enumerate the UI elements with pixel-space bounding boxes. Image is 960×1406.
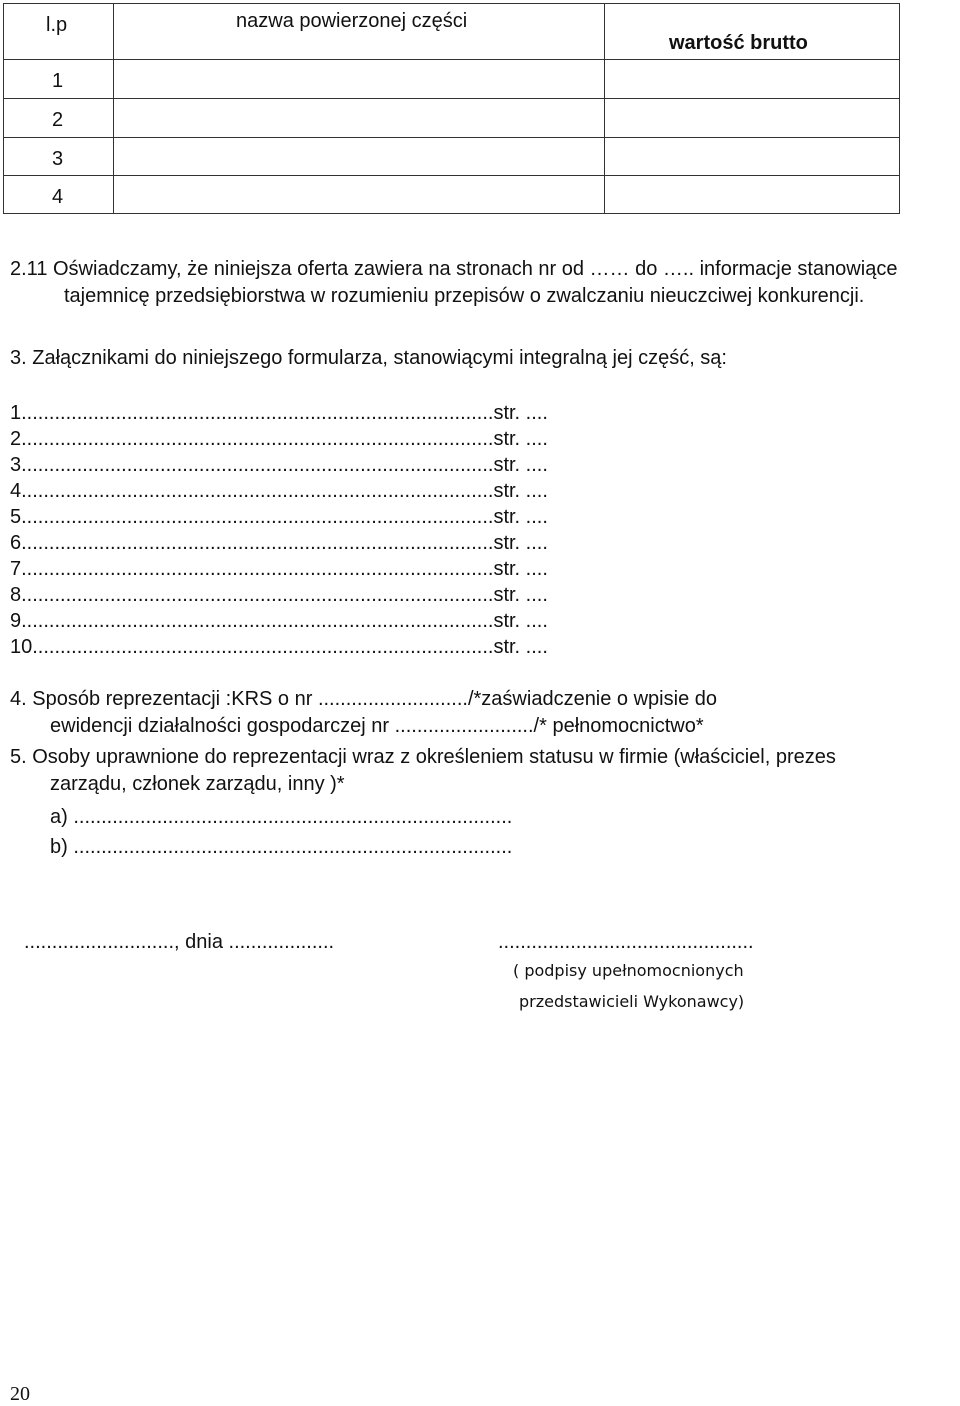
confidentiality-statement-line1: 2.11 Oświadczamy, że niniejsza oferta zawiera na stronach nr od …… do ….. informacje stanowiące [10, 258, 898, 280]
authorized-persons-line2: zarządu, członek zarządu, inny )* [50, 773, 345, 795]
representation-method-line2: ewidencji działalności gospodarczej nr ........................./* pełnomocnictwo* [50, 715, 704, 737]
table-row-divider [4, 137, 899, 138]
signature-caption-line1: ( podpisy upełnomocnionych [513, 961, 744, 980]
header-part-name: nazwa powierzonej części [236, 10, 468, 32]
attachment-item: 6.....................................................................................str. .... [10, 532, 548, 554]
attachment-item: 10...................................................................................str. .... [10, 636, 548, 658]
table-row-number: 1 [52, 70, 64, 92]
authorized-person-a: a) ............................................................................... [50, 806, 513, 828]
table-row-number: 4 [52, 186, 64, 208]
table-row-number: 2 [52, 109, 64, 131]
page-number: 20 [10, 1383, 30, 1405]
table-row-divider [4, 175, 899, 176]
table-row-divider [4, 59, 899, 60]
attachment-item: 2.....................................................................................str. .... [10, 428, 548, 450]
attachment-item: 5.....................................................................................str. .... [10, 506, 548, 528]
header-lp: l.p [46, 14, 68, 36]
attachments-heading: 3. Załącznikami do niniejszego formularza, stanowiącymi integralną jej część, są: [10, 347, 727, 369]
place-and-date: ..........................., dnia ................... [24, 931, 335, 953]
attachment-item: 7.....................................................................................str. .... [10, 558, 548, 580]
authorized-persons-line1: 5. Osoby uprawnione do reprezentacji wraz z określeniem statusu w firmie (właściciel, prezes [10, 746, 836, 768]
table-column-divider [113, 4, 114, 213]
attachment-item: 9.....................................................................................str. .... [10, 610, 548, 632]
attachment-item: 8.....................................................................................str. .... [10, 584, 548, 606]
header-gross-value: wartość brutto [669, 32, 808, 54]
confidentiality-statement-line2: tajemnicę przedsiębiorstwa w rozumieniu przepisów o zwalczaniu nieuczciwej konkurencji. [64, 285, 865, 307]
authorized-person-b: b) ............................................................................... [50, 836, 513, 858]
table-row-number: 3 [52, 148, 64, 170]
parts-table [3, 3, 900, 214]
representation-method-line1: 4. Sposób reprezentacji :KRS o nr .........................../*zaświadczenie o wpisie do [10, 688, 717, 710]
attachment-item: 3.....................................................................................str. .... [10, 454, 548, 476]
attachment-item: 1.....................................................................................str. .... [10, 402, 548, 424]
attachment-item: 4.....................................................................................str. .... [10, 480, 548, 502]
signature-caption-line2: przedstawicieli Wykonawcy) [519, 992, 745, 1011]
table-row-divider [4, 98, 899, 99]
table-column-divider [604, 4, 605, 213]
signature-line: .............................................. [498, 931, 754, 953]
